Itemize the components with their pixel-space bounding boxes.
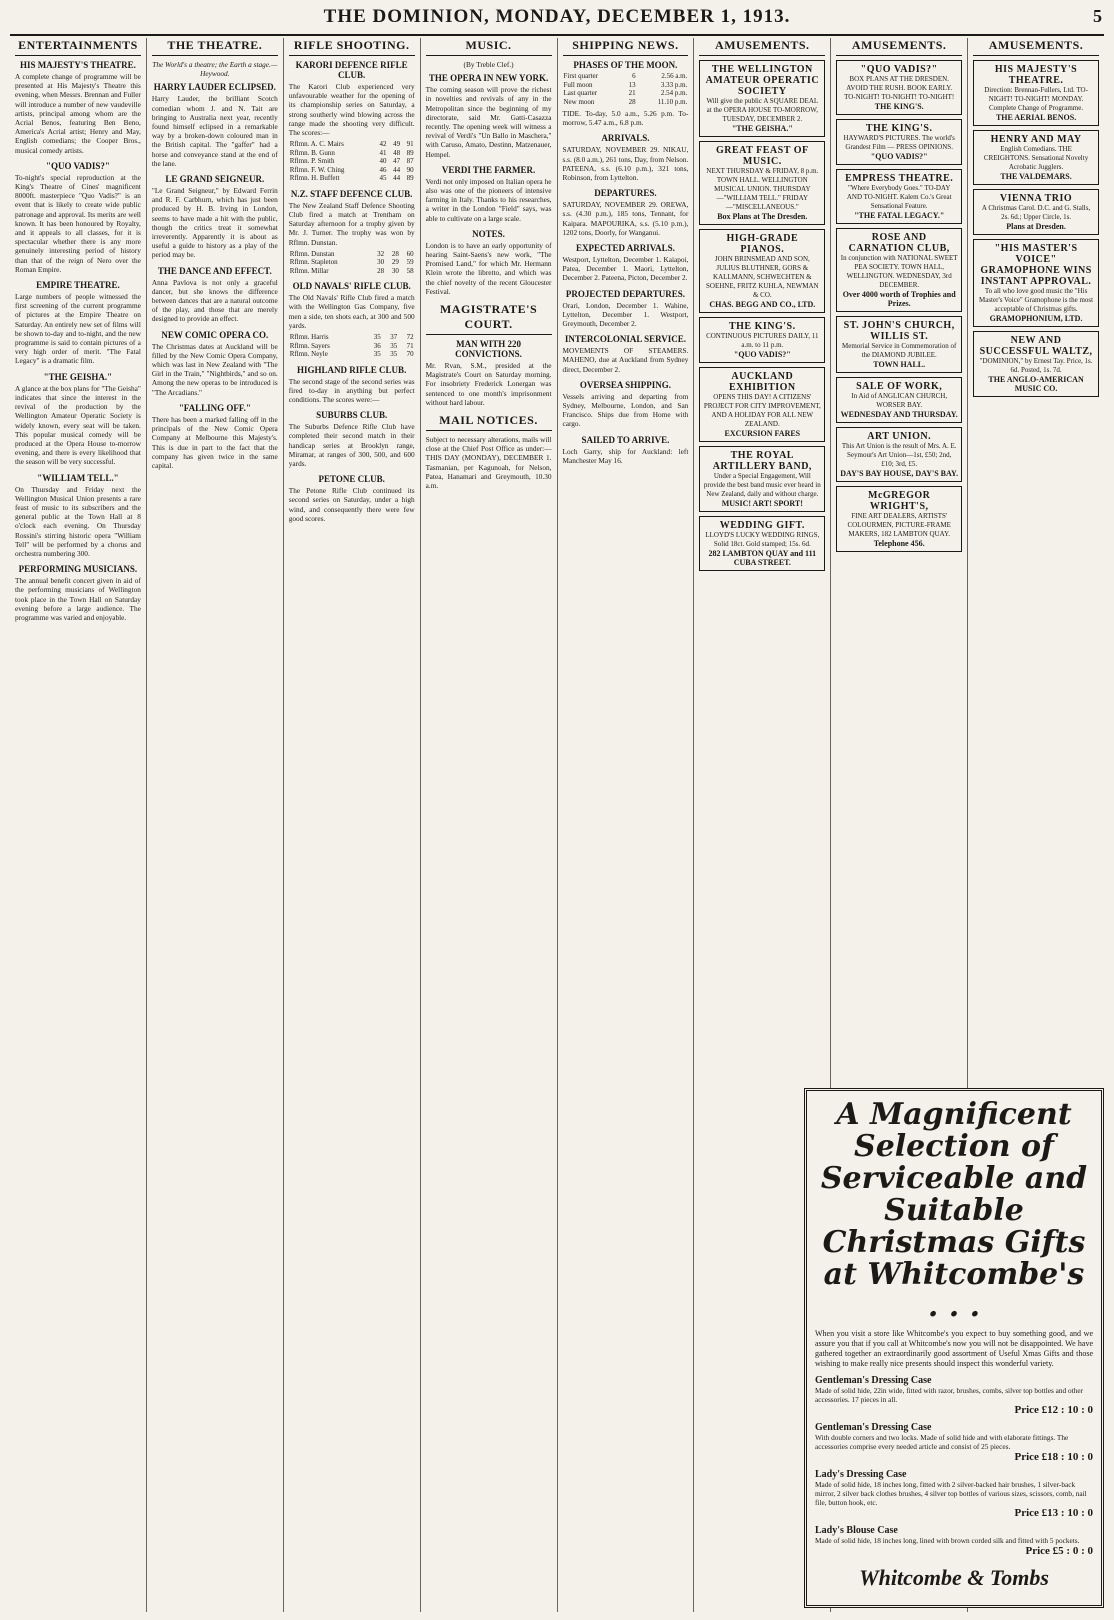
shooter-name: Rflmn. Neyle (289, 350, 328, 359)
shooter-name: Rflmn. H. Buffett (289, 174, 340, 183)
moon-time: 2.56 a.m. (661, 72, 688, 80)
moon-phase: Last quarter (563, 89, 598, 97)
ad-title: VIENNA TRIO (999, 193, 1073, 204)
moon-day: 21 (628, 89, 636, 97)
column-shipping (558, 38, 695, 1612)
score-total: 89 (406, 174, 414, 183)
article-title: MAN WITH 220 CONVICTIONS. (455, 339, 522, 360)
item-description: Made of solid hide, 22in wide, fitted with razor, brushes, combs, silver top bottles and other accessories. 17 pieces in all. (815, 1386, 1084, 1404)
score-row (289, 149, 415, 158)
ad-footer: "THE GEISHA." (731, 124, 793, 133)
article-verdi (426, 165, 552, 223)
ad-title: McGREGOR WRIGHT'S, (868, 490, 931, 512)
moon-time: 11.10 p.m. (657, 97, 688, 106)
moon-phase: First quarter (563, 72, 598, 80)
ad-body: OPENS THIS DAY! A CITIZENS' PROJECT FOR CITY IMPROVEMENT, AND A HOLIDAY FOR ALL NEW ZEALAND. (703, 393, 821, 428)
article-title: THE OPERA IN NEW YORK. (428, 73, 549, 84)
ad-body: To all who love good music the "His Master's Voice" Gramophone is the most acceptable of Christmas gifts. (979, 287, 1094, 313)
moon-row (563, 98, 689, 107)
article-dance (152, 266, 278, 324)
shooter-name: Rflmn. Harris (289, 333, 329, 342)
item-description: Made of solid hide, 18 inches long, lined with brown corded silk and fitted with 5 pockets. (815, 1536, 1080, 1545)
score-first-range: 28 (377, 266, 385, 275)
ad-art-union (836, 427, 962, 482)
article-his-majestys (15, 60, 141, 155)
score-row (289, 342, 415, 351)
ad-operatic-society (699, 60, 825, 137)
whitcombe-firm-name: Whitcombe & Tombs (859, 1565, 1049, 1590)
score-table (289, 333, 415, 359)
article-magistrates-court (426, 302, 552, 407)
column-heading: RIFLE SHOOTING. (289, 38, 415, 56)
article-moon-phases (563, 60, 689, 127)
article-title: "QUO VADIS?" (45, 160, 110, 171)
article-karori (289, 60, 415, 183)
ad-footer: EXCURSION FARES (724, 429, 801, 438)
ad-title: AUCKLAND EXHIBITION (728, 371, 796, 393)
ad-pianos (699, 229, 825, 313)
score-row (289, 250, 415, 259)
whitcombe-items (815, 1375, 1093, 1557)
ad-footer: "THE FATAL LEGACY." (854, 211, 945, 220)
article-title: OVERSEA SHIPPING. (579, 379, 671, 390)
column-heading: MUSIC. (426, 38, 552, 56)
item-description: With double corners and two locks. Made of solid hide and with elaborate fittings. The accessories comprise every needed article and consist of 25 pieces. (815, 1433, 1069, 1451)
tide-info: TIDE. To-day, 5.0 a.m., 5.26 p.m. To-morrow, 5.47 a.m., 6.8 p.m. (562, 109, 689, 128)
ad-body: "DOMINION," by Ernest Tay. Price, 1s. 6d. Posted, 1s. 7d. (979, 357, 1093, 374)
ad-auckland-exhibition (699, 367, 825, 442)
ad-footer: 282 LAMBTON QUAY and 111 CUBA STREET. (708, 549, 817, 567)
article-title: EXPECTED ARRIVALS. (576, 243, 675, 254)
article-intercolonial (563, 334, 689, 374)
score-row (289, 350, 415, 359)
item-title: Gentleman's Dressing Case (815, 1422, 932, 1433)
ad-quo-vadis (836, 60, 962, 115)
ad-body: In conjunction with NATIONAL SWEET PEA SOCIETY. TOWN HALL, WELLINGTON. WEDNESDAY, 3rd DECEMBER. (840, 254, 958, 289)
article-body: The Karori Club experienced very unfavourable weather for the opening of its championship series on Saturday, a strong southerly wind blowing across the range made the shooting very difficult. The scores:— (288, 82, 415, 138)
ad-body: English Comedians. THE CREIGHTONS. Sensational Novelty Acrobatic Jugglers. (983, 145, 1089, 171)
column-heading: AMUSEMENTS. (836, 38, 962, 56)
article-title: VERDI THE FARMER. (441, 164, 536, 175)
score-first-range: 42 (379, 140, 387, 149)
score-second-range: 48 (393, 148, 401, 157)
shooter-name: Rflmn. F. W. Ching (289, 165, 345, 174)
article-title: PETONE CLUB. (318, 474, 385, 485)
article-arrivals (563, 133, 689, 182)
ad-footer: Over 4000 worth of Trophies and Prizes. (842, 290, 956, 308)
score-second-range: 28 (391, 249, 399, 258)
column-theatre (147, 38, 284, 1612)
moon-table (563, 72, 689, 106)
article-title: DEPARTURES. (594, 188, 657, 199)
score-row (289, 166, 415, 175)
article-old-navals (289, 281, 415, 358)
article-body: Loch Garry, ship for Auckland: left Manchester May 16. (562, 446, 689, 465)
ad-title: ST. JOHN'S CHURCH, WILLIS ST. (843, 320, 955, 342)
ad-title: THE KING'S. (865, 123, 933, 134)
ad-body: Direction: Brennan-Fullers, Ltd. TO-NIGHT! TO-NIGHT! MONDAY. Complete Change of Programme. (984, 86, 1088, 112)
article-body: Westport, Lyttelton, December 1. Kaiapoi, Patea, December 1. Maori, Lyttelton, December 2. Pateena, Picton, December 2. (562, 255, 689, 283)
article-body: The Old Navals' Rifle Club fired a match with the Wellington Gas Company, five men a side, ten shots each, at 300 and 500 yards. (288, 293, 415, 330)
moon-row (563, 89, 689, 98)
score-second-range: 44 (393, 165, 401, 174)
column-entertainments (10, 38, 147, 1612)
ad-gramophone (973, 239, 1099, 327)
ad-body: JOHN BRINSMEAD AND SON, JULIUS BLUTHNER, GORS & KALLMANN, SCHWECHTEN & SOEHNE, FRITZ KUHLA, NEWMAN & CO. (706, 255, 819, 299)
item-price: Price £13 : 10 : 0 (1014, 1507, 1093, 1519)
ad-footer: CHAS. BEGG AND CO., LTD. (709, 300, 816, 309)
whitcombe-item (815, 1422, 1093, 1463)
score-first-range: 36 (373, 341, 381, 350)
ad-footer: TOWN HALL. (873, 360, 926, 369)
ad-his-majestys (973, 60, 1099, 126)
article-title: PROJECTED DEPARTURES. (565, 288, 685, 299)
column-rifle-shooting (284, 38, 421, 1612)
article-body: Harry Lauder, the brilliant Scotch comedian whom J. and N. Tait are bringing to Australia next year, recently found himself eclipsed in a remarkable way by a broken-down coloured man in the British capital. The "gaffer" had a horse and conveyance stand at the end of the lane. (151, 94, 278, 168)
score-first-range: 35 (373, 333, 381, 342)
column-heading: AMUSEMENTS. (699, 38, 825, 56)
article-title: HIGHLAND RIFLE CLUB. (297, 364, 407, 375)
item-title: Lady's Blouse Case (815, 1525, 898, 1536)
moon-time: 3.33 p.m. (660, 80, 688, 89)
item-title: Lady's Dressing Case (815, 1469, 907, 1480)
ad-footer: MUSIC! ART! SPORT! (721, 499, 803, 508)
ad-body: HAYWARD'S PICTURES. The world's Grandest Film — PRESS OPINIONS. (843, 134, 955, 151)
score-second-range: 30 (391, 266, 399, 275)
item-price: Price £5 : 0 : 0 (1025, 1545, 1093, 1557)
score-second-range: 37 (390, 333, 398, 342)
article-body: On Thursday and Friday next the Wellington Musical Union presents a rare feast of music to its subscribers and the general public at the Town Hall at 8 o'clock each evening. On Thursday Rossini's stirring historic opera "William Tell" will be performed by a chorus and orchestra numbering 300. (15, 484, 141, 558)
ad-waltz (973, 331, 1099, 397)
score-second-range: 49 (393, 140, 401, 149)
article-departures (563, 188, 689, 237)
item-price: Price £18 : 10 : 0 (1014, 1451, 1093, 1463)
article-quo-vadis (15, 161, 141, 274)
article-body: Orari, London, December 1. Wahine, Lyttelton, December 1. Westport, Greymouth, December 2. (562, 300, 689, 329)
ad-body: "Where Everybody Goes." TO-DAY AND TO-NIGHT. Kalem Co.'s Great Sensational Feature. (846, 184, 952, 210)
whitcombe-advertisement (804, 1088, 1104, 1608)
score-second-range: 35 (390, 341, 398, 350)
article-title: SUBURBS CLUB. (316, 410, 388, 421)
article-body: Vessels arriving and departing from Sydney, Melbourne, London, and San Francisco. Ships due from Home with cargo. (562, 391, 689, 429)
score-row (289, 174, 415, 183)
article-body: "Le Grand Seigneur," by Edward Ferrin and R. F. Carbhurn, which has just been produced by H. B. Irving in London, seems to have made a hit with the public, though the critics treat it somewhat irreverently. Apparently it is about as useful a guide to history as a play of the period may be. (151, 186, 278, 260)
whitcombe-headline: A Magnificent Selection of Serviceable and Suitable Christmas Gifts at Whitcombe's . . . (820, 1097, 1088, 1324)
ad-rose-club (836, 228, 962, 312)
ad-title: THE WELLINGTON AMATEUR OPERATIC SOCIETY (705, 64, 820, 97)
whitcombe-intro: When you visit a store like Whitcombe's you expect to buy something good, and we assure you that if you call at Whitcombe's now you will not be disappointed. We have gathered together an extraordinarily good assortment of Useful Xmas Gifts and those wishing to make really nice presents should inspect this wonderful variety. (815, 1329, 1093, 1368)
ad-body: NEXT THURSDAY & FRIDAY, 8 p.m. TOWN HALL. WELLINGTON MUSICAL UNION. THURSDAY—"WILLIAM TELL." FRIDAY—"MISCELLANEOUS." (706, 167, 819, 211)
ad-title: HENRY AND MAY (990, 134, 1082, 145)
section-heading: MAGISTRATE'S COURT. (426, 302, 552, 335)
score-row (289, 140, 415, 149)
score-total: 89 (406, 148, 414, 157)
page-number: 5 (1093, 6, 1102, 26)
article-expected-arrivals (563, 243, 689, 283)
ad-title: THE KING'S. (728, 321, 796, 332)
article-performing-musicians (15, 564, 141, 622)
score-total: 60 (406, 249, 414, 258)
article-body: Mr. Rvan, S.M., presided at the Magistrate's Court on Saturday morning. For insobriety Frederick Lonergan was sentenced to one month's imprisonment without hard labour. (425, 361, 552, 407)
item-description: Made of solid hide, 18 inches long, fitted with 2 silver-backed hair brushes, 1 silver-back mirror, 2 silver back clothes brushes, 4 silver top bottles of various sizes, scissors, comb, nail file, button hook, etc. (815, 1480, 1087, 1507)
ad-title: "QUO VADIS?" (860, 64, 938, 75)
ad-body: BOX PLANS AT THE DRESDEN. AVOID THE RUSH. BOOK EARLY. TO-NIGHT! TO-NIGHT! TO-NIGHT! (844, 75, 955, 101)
article-title: N.Z. STAFF DEFENCE CLUB. (290, 188, 413, 199)
article-title: "FALLING OFF." (178, 402, 251, 413)
score-total: 91 (406, 140, 414, 149)
score-first-range: 45 (379, 174, 387, 183)
article-william-tell (15, 473, 141, 559)
article-suburbs (289, 410, 415, 468)
ad-title: EMPRESS THEATRE. (845, 173, 954, 184)
column-byline: (By Treble Clef.) (463, 60, 514, 69)
ad-henry-and-may (973, 130, 1099, 185)
ad-body: CONTINUOUS PICTURES DAILY, 11 a.m. to 11 p.m. (706, 332, 819, 349)
score-first-range: 30 (377, 258, 385, 267)
article-title: "WILLIAM TELL." (37, 472, 119, 483)
ad-title: GREAT FEAST OF MUSIC. (716, 145, 809, 167)
article-empire (15, 280, 141, 366)
article-projected-departures (563, 289, 689, 329)
ad-footer: "QUO VADIS?" (870, 152, 928, 161)
moon-phase: Full moon (563, 80, 593, 89)
ad-body: FINE ART DEALERS, ARTISTS' COLOURMEN, PICTURE-FRAME MAKERS, 182 LAMBTON QUAY. (847, 512, 951, 538)
moon-row (563, 81, 689, 90)
article-body: Subject to necessary alterations, mails will close at the Chief Post Office as under:— THIS DAY (MONDAY), DECEMBER 1. Tasmanian, per Kagunoah, for Nelson, Patea, Hanamari and Greymouth, 10.30 a.m. (425, 435, 552, 491)
article-body: The Christmas dates at Auckland will be filled by the New Comic Opera Company, which was last in New Zealand with "The Girl in the Train," "Nightbirds," and so on. Among the new operas to be introduced is "The Arcadians." (151, 341, 278, 397)
article-body: There has been a marked falling off in the principals of the New Comic Opera Company at Melbourne this Majesty's. This is due in part to the fact that the company has given twice in the same capital. (151, 414, 278, 470)
article-body: The New Zealand Staff Defence Shooting Club fired a match at Trentham on Saturday afternoon for a trophy given by Mr. J. Turner. The trophy was won by Rflmn. Dunstan. (288, 200, 415, 247)
moon-day: 13 (628, 80, 636, 89)
score-first-range: 32 (377, 249, 385, 258)
ad-body: LLOYD'S LUCKY WEDDING RINGS, Solid 18ct. Gold stamped; 15s. 6d. (705, 531, 820, 548)
ad-footer: THE KING'S. (874, 102, 924, 111)
whitcombe-item (815, 1375, 1093, 1416)
ad-body: In Aid of ANGLICAN CHURCH, WORSER BAY. (851, 392, 948, 409)
article-staff-defence (289, 189, 415, 276)
article-body: The second stage of the second series was fired to-day in anything but perfect conditions. The scores were:— (288, 376, 415, 404)
article-title: NOTES. (472, 228, 505, 239)
ad-title: NEW AND SUCCESSFUL WALTZ, (979, 335, 1093, 357)
ad-title: ART UNION. (867, 431, 932, 442)
shooter-name: Rflmn. B. Gunn (289, 148, 335, 157)
article-body: Verdi not only imposed on Italian opera he also was one of the pioneers of intensive farming in Italy. Thanks to his researches, a writer in the London "Field" says, was able to cultivate on a large scale. (425, 176, 552, 223)
ad-empress (836, 169, 962, 224)
article-title: NEW COMIC OPERA CO. (161, 329, 269, 340)
ad-footer: Telephone 456. (873, 539, 925, 548)
score-total: 87 (406, 157, 414, 166)
score-row (289, 267, 415, 276)
shooter-name: Rflmn. Millar (289, 266, 329, 275)
shooter-name: Rflmn. Dunstan (289, 249, 335, 258)
ad-body: This Art Union is the result of Mrs. A. E. Seymour's Art Union—1st, £50; 2nd, £10; 3rd, £5. (841, 442, 957, 468)
ad-footer: Box Plans at The Dresden. (717, 212, 808, 221)
article-mail-notices (426, 413, 552, 490)
article-body: Anna Pavlova is not only a graceful dancer, but she knows the difference between dances that are a natural outcome of the play, and those that are merely designed to provide an effect. (151, 277, 278, 324)
ad-feast-of-music (699, 141, 825, 225)
shooter-name: Rflmn. P. Smith (289, 157, 335, 166)
moon-phase: New moon (563, 97, 595, 106)
score-first-range: 46 (379, 165, 387, 174)
article-body: The annual benefit concert given in aid of the performing musicians of Wellington took place in the Town Hall on Saturday evening before a large audience. The programme was varied and enjoyable. (15, 576, 141, 622)
ad-body: Memorial Service in Commemoration of the DIAMOND JUBILEE. (842, 342, 957, 359)
score-first-range: 35 (373, 350, 381, 359)
ad-title: SALE OF WORK, (856, 381, 943, 392)
article-lauder (152, 82, 278, 168)
item-price: Price £12 : 10 : 0 (1014, 1404, 1093, 1416)
moon-day: 6 (632, 72, 636, 80)
article-title: "THE GEISHA." (43, 371, 113, 382)
article-body: The Suburbs Defence Rifle Club have completed their second match in their handicap series at Brooklyn range, Miramar, at ranges of 300, 500, and 600 yards. (288, 422, 415, 468)
article-body: SATURDAY, NOVEMBER 29. NIKAU, s.s. (8.0 a.m.), 261 tons, Day, from Nelson. PATEENA, s.s. (6.10 p.m.), 321 tons, Robinson, from Lyttelton. (562, 145, 689, 183)
article-geisha (15, 372, 141, 467)
ad-title: ROSE AND CARNATION CLUB, (848, 232, 950, 254)
moon-row (563, 72, 689, 81)
ad-footer: "QUO VADIS?" (733, 350, 791, 359)
ad-footer: THE AERIAL BENOS. (995, 113, 1077, 122)
ad-footer: THE ANGLO-AMERICAN MUSIC CO. (988, 375, 1084, 393)
score-total: 72 (406, 333, 414, 342)
ad-wedding-gift (699, 516, 825, 571)
score-row (289, 333, 415, 342)
article-title: LE GRAND SEIGNEUR. (165, 174, 265, 185)
ad-title: HIS MAJESTY'S THEATRE. (994, 64, 1078, 86)
shooter-name: Rflmn. A. C. Mairs (289, 140, 344, 149)
article-body: London is to have an early opportunity of hearing Saint-Saens's new work, "The Promised Land," for which Mr. Hermann Klein wrote the libretto, and which was the chief novelty of the recent Gloucester Festival. (425, 240, 552, 296)
whitcombe-item (815, 1469, 1093, 1519)
article-title: KARORI DEFENCE RIFLE CLUB. (295, 60, 408, 80)
article-title: OLD NAVALS' RIFLE CLUB. (292, 281, 411, 292)
ad-kings-pictures (836, 119, 962, 165)
article-title: INTERCOLONIAL SERVICE. (564, 334, 687, 345)
score-total: 59 (406, 258, 414, 267)
article-title: ARRIVALS. (601, 133, 650, 144)
section-heading: MAIL NOTICES. (426, 413, 552, 431)
score-second-range: 44 (393, 174, 401, 183)
score-total: 71 (406, 341, 414, 350)
article-body: A complete change of programme will be presented at His Majesty's Theatre this evening, when Messrs. Brennan and Fuller will introduce a number of new vaudeville artists, principal among whom are the Acrial Benos, featuring Ben Beno, America's Acrial artist; Henry and May, English comedians; the Cooper Bros., musical comedy artists. (15, 72, 141, 155)
article-title: HIS MAJESTY'S THEATRE. (19, 60, 136, 70)
article-opera-ny (426, 73, 552, 159)
score-table (289, 250, 415, 276)
item-title: Gentleman's Dressing Case (815, 1375, 932, 1386)
score-first-range: 40 (379, 157, 387, 166)
score-second-range: 47 (393, 157, 401, 166)
ad-title: HIGH-GRADE PIANOS. (726, 233, 799, 255)
ad-kings (699, 317, 825, 363)
score-second-range: 29 (391, 258, 399, 267)
article-highland (289, 365, 415, 405)
shooter-name: Rflmn. Sayers (289, 341, 330, 350)
score-second-range: 35 (390, 350, 398, 359)
article-title: PERFORMING MUSICIANS. (18, 564, 138, 575)
ad-title: THE ROYAL ARTILLERY BAND, (712, 450, 812, 472)
article-title: THE DANCE AND EFFECT. (157, 265, 272, 276)
column-heading: THE THEATRE. (152, 38, 278, 56)
ad-body: Will give the public A SQUARE DEAL at the OPERA HOUSE TO-MORROW, TUESDAY, DECEMBER 2. (706, 97, 819, 123)
moon-day: 28 (628, 97, 636, 106)
score-total: 58 (406, 266, 414, 275)
ad-body: A Christmas Carol. D.C. and G. Stalls, 2s. 6d.; Upper Circle, 1s. (981, 204, 1091, 221)
article-oversea (563, 380, 689, 429)
score-total: 90 (406, 165, 414, 174)
ad-body: Under a Special Engagement, Will provide the best band music ever heard in New Zealand, daily and without charge. (703, 472, 821, 498)
article-notes (426, 229, 552, 296)
score-first-range: 41 (379, 148, 387, 157)
article-title: PHASES OF THE MOON. (573, 60, 678, 70)
ad-footer: Plans at Dresden. (1006, 222, 1066, 231)
article-falling-off (152, 403, 278, 470)
ad-footer: WEDNESDAY AND THURSDAY. (840, 410, 958, 419)
article-title: EMPIRE THEATRE. (36, 280, 120, 291)
score-total: 70 (406, 350, 414, 359)
masthead-title: THE DOMINION, MONDAY, DECEMBER 1, 1913. (323, 6, 791, 27)
column-heading: ENTERTAINMENTS (15, 38, 141, 56)
ad-title: "HIS MASTER'S VOICE" GRAMOPHONE WINS INSTANT APPROVAL. (980, 243, 1092, 287)
column-heading: SHIPPING NEWS. (563, 38, 689, 56)
article-body: The coming season will prove the richest in novelties and revivals of any in the Metropolitan since the beginning of my directorate, said Mr. Gatti-Casazza recently. The opening week will witness a revival of Verdi's "Un Ballo in Maschera," with Caruso, Amato, Destinn, Matzenauer, Hempel. (425, 85, 552, 159)
article-petone (289, 474, 415, 523)
column-heading: AMUSEMENTS. (973, 38, 1099, 56)
article-body: To-night's special reproduction at the King's Theatre of Cines' magnificent 8000ft. masterpiece "Quo Vadis?" is an event that is likely to create wide public patronage and approval. Its merits are well known. It has been honoured by Royalty, and it appeals to all classes, for it is spectacular whether there is any more genuinely interesting period of history than that of the reign of Nero over the Roman Empire. (15, 172, 141, 274)
article-body: SATURDAY, NOVEMBER 29. OREWA, s.s. (4.30 p.m.), 185 tons, Tennant, for Kaipara. MAPOURIKA, s.s. (5.10 p.m.), 1202 tons, Doorly, for Wanganui. (562, 200, 689, 237)
ad-vienna-trio (973, 189, 1099, 235)
article-body: MOVEMENTS OF STEAMERS. MAHENO, due at Auckland from Sydney direct, December 2. (562, 346, 689, 374)
score-row (289, 157, 415, 166)
masthead (10, 4, 1104, 36)
shooter-name: Rflmn. Stapleton (289, 258, 338, 267)
ad-footer: DAY'S BAY HOUSE, DAY'S BAY. (840, 469, 959, 478)
ad-st-johns (836, 316, 962, 373)
article-body: The Petone Rifle Club continued its second series on Saturday, under a high wind, and consequently there were few good scores. (288, 486, 415, 523)
score-table (289, 140, 415, 183)
whitcombe-item (815, 1525, 1093, 1557)
moon-time: 2.54 p.m. (660, 89, 688, 97)
article-title: HARRY LAUDER ECLIPSED. (153, 82, 276, 93)
article-body: Large numbers of people witnessed the first screening of the current programme of pictures at the Empire Theatre on Saturday. An entirely new set of films will be shown to-day and to-night, and the new programme is said to contain pictures of a very high order of merit. "The Fatal Legacy" is a dramatic film. (15, 292, 141, 366)
article-sailed (563, 435, 689, 465)
ad-mcgregor-wright (836, 486, 962, 552)
score-row (289, 258, 415, 267)
article-grand-seigneur (152, 174, 278, 260)
ad-sale-of-work (836, 377, 962, 423)
article-body: A glance at the box plans for "The Geisha" indicates that since the interest in the revival of the production by the Wellington Amateur Operatic Society is widely known, every seat will be taken. This popular musical comedy will be produced at the Opera House to-morrow evening, and there is every likelihood that the season will be very successful. (15, 383, 141, 467)
ad-footer: GRAMOPHONIUM, LTD. (989, 314, 1083, 323)
column-tagline: The World's a theatre; the Earth a stage.—Heywood. (152, 60, 278, 79)
ad-artillery-band (699, 446, 825, 512)
column-music (421, 38, 558, 1612)
ad-footer: THE VALDEMARS. (1000, 172, 1072, 181)
ad-title: WEDDING GIFT. (719, 520, 805, 531)
article-title: SAILED TO ARRIVE. (581, 434, 670, 445)
article-comic-opera (152, 330, 278, 397)
